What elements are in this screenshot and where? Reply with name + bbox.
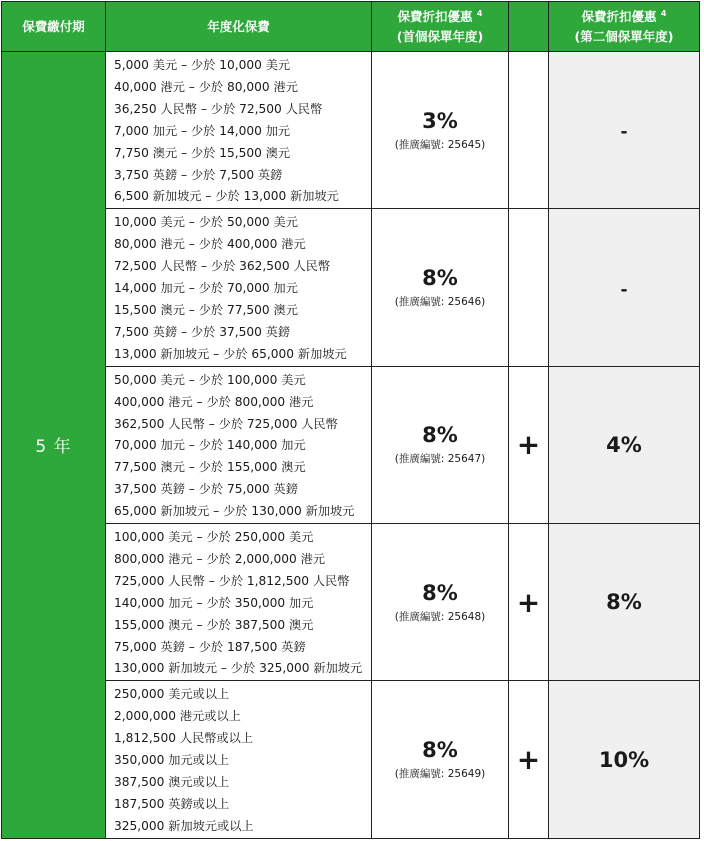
plus-sign: + xyxy=(509,366,549,523)
payment-period: 5 年 xyxy=(2,52,106,839)
discount-percent: 8% xyxy=(422,580,458,605)
range-line: 100,000 美元 – 少於 250,000 美元 xyxy=(114,530,314,545)
range-line: 7,500 英鎊 – 少於 37,500 英鎊 xyxy=(114,324,291,339)
discount-percent: 8% xyxy=(422,266,458,291)
promo-code: (推廣編號: 25649) xyxy=(394,768,486,781)
range-line: 2,000,000 港元或以上 xyxy=(114,709,241,724)
promo-code: (推廣編號: 25647) xyxy=(394,453,486,466)
table-row xyxy=(2,209,700,366)
premium-ranges xyxy=(106,681,372,838)
period-header: 保費繳付期 xyxy=(2,2,106,52)
discount-table xyxy=(1,1,700,839)
table-row xyxy=(2,524,700,681)
range-line: 362,500 人民幣 – 少於 725,000 人民幣 xyxy=(114,416,338,431)
first-year-discount xyxy=(372,524,509,681)
dash: - xyxy=(620,279,628,300)
range-line: 77,500 澳元 – 少於 155,000 澳元 xyxy=(114,460,306,475)
range-line: 5,000 美元 – 少於 10,000 美元 xyxy=(114,58,291,72)
range-line: 15,500 澳元 – 少於 77,500 澳元 xyxy=(114,302,298,317)
range-line: 50,000 美元 – 少於 100,000 美元 xyxy=(114,372,306,387)
range-line: 65,000 新加坡元 – 少於 130,000 新加坡元 xyxy=(114,504,355,519)
premium-ranges xyxy=(106,52,372,209)
first-year-discount xyxy=(372,52,509,209)
promo-code: (推廣編號: 25648) xyxy=(394,610,486,623)
range-line: 36,250 人民幣 – 少於 72,500 人民幣 xyxy=(114,101,323,116)
first-year-discount xyxy=(372,366,509,523)
plus-sign xyxy=(509,209,549,366)
promo-code: (推廣編號: 25646) xyxy=(394,296,486,309)
discount-percent: 3% xyxy=(422,108,458,133)
range-line: 75,000 英鎊 – 少於 187,500 英鎊 xyxy=(114,639,306,654)
premium-ranges xyxy=(106,209,372,366)
table-row xyxy=(2,366,700,523)
range-line: 40,000 港元 – 少於 80,000 港元 xyxy=(114,79,298,94)
range-line: 400,000 港元 – 少於 800,000 港元 xyxy=(114,394,314,409)
range-line: 14,000 加元 – 少於 70,000 加元 xyxy=(114,281,298,296)
range-line: 3,750 英鎊 – 少於 7,500 英鎊 xyxy=(114,167,283,182)
premium-ranges xyxy=(106,524,372,681)
range-line: 7,750 澳元 – 少於 15,500 澳元 xyxy=(114,145,291,160)
range-line: 250,000 美元或以上 xyxy=(114,687,230,702)
plus-sign: + xyxy=(509,524,549,681)
first-year-discount xyxy=(372,209,509,366)
range-line: 140,000 加元 – 少於 350,000 加元 xyxy=(114,595,314,610)
range-line: 7,000 加元 – 少於 14,000 加元 xyxy=(114,123,291,138)
range-line: 80,000 港元 – 少於 400,000 港元 xyxy=(114,237,306,252)
discount-percent: 8% xyxy=(422,423,458,448)
second-year-label: (第二個保單年度) xyxy=(574,28,674,44)
plus-header xyxy=(509,2,549,52)
premium-ranges xyxy=(106,366,372,523)
second-year-discount: 8% xyxy=(549,524,700,681)
second-year-discount: 10% xyxy=(549,681,700,838)
first-year-label: (首個保單年度) xyxy=(396,28,484,44)
range-line: 13,000 新加坡元 – 少於 65,000 新加坡元 xyxy=(114,346,347,361)
discount-percent: 8% xyxy=(422,738,458,763)
table-row xyxy=(2,52,700,209)
range-line: 187,500 英鎊或以上 xyxy=(114,796,230,811)
second-year-discount-header xyxy=(549,2,700,52)
second-year-discount: 4% xyxy=(549,366,700,523)
second-year-discount xyxy=(549,209,700,366)
premium-header: 年度化保費 xyxy=(106,2,372,52)
second-year-discount xyxy=(549,52,700,209)
plus-sign xyxy=(509,52,549,209)
range-line: 800,000 港元 – 少於 2,000,000 港元 xyxy=(114,551,326,566)
discount-label: 保費折扣優惠 xyxy=(397,8,473,24)
range-line: 1,812,500 人民幣或以上 xyxy=(114,731,254,746)
range-line: 72,500 人民幣 – 少於 362,500 人民幣 xyxy=(114,259,331,274)
promo-code: (推廣編號: 25645) xyxy=(394,138,486,151)
range-line: 10,000 美元 – 少於 50,000 美元 xyxy=(114,215,298,230)
plus-sign: + xyxy=(509,681,549,838)
range-line: 155,000 澳元 – 少於 387,500 澳元 xyxy=(114,617,314,632)
range-line: 37,500 英鎊 – 少於 75,000 英鎊 xyxy=(114,482,298,497)
footnote-marker: 4 xyxy=(660,8,667,18)
range-line: 130,000 新加坡元 – 少於 325,000 新加坡元 xyxy=(114,661,363,676)
range-line: 387,500 澳元或以上 xyxy=(114,775,230,789)
footnote-marker: 4 xyxy=(476,8,483,18)
range-line: 6,500 新加坡元 – 少於 13,000 新加坡元 xyxy=(114,189,339,204)
first-year-discount xyxy=(372,681,509,838)
range-line: 325,000 新加坡元或以上 xyxy=(114,818,254,833)
range-line: 350,000 加元或以上 xyxy=(114,753,230,768)
table-row xyxy=(2,681,700,838)
range-line: 725,000 人民幣 – 少於 1,812,500 人民幣 xyxy=(114,573,350,588)
header-row xyxy=(2,2,700,52)
range-line: 70,000 加元 – 少於 140,000 加元 xyxy=(114,438,306,453)
discount-label: 保費折扣優惠 xyxy=(581,8,657,24)
first-year-discount-header xyxy=(372,2,509,52)
dash: - xyxy=(620,122,628,143)
